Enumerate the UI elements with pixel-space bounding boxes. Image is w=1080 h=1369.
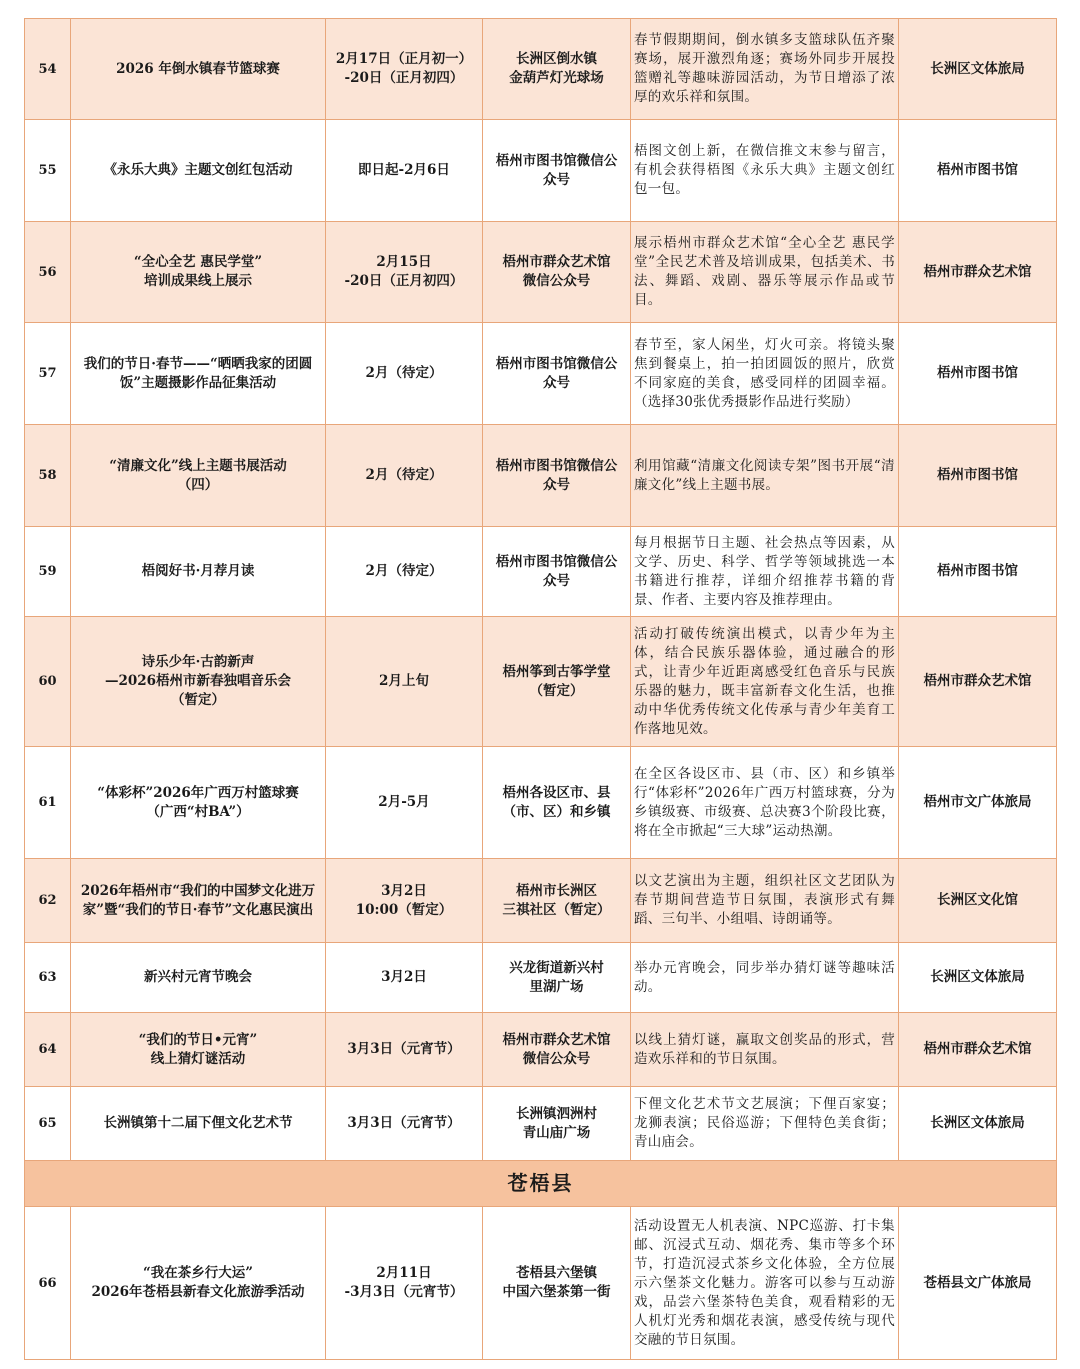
event-organizer-text: 梧州市图书馆	[937, 563, 1018, 579]
event-date-text: 2月-5月	[378, 794, 430, 810]
event-date-text: 3月3日（元宵节）	[347, 1115, 461, 1131]
row-number-text: 62	[38, 893, 57, 908]
event-date-text: 3月2日	[381, 969, 427, 985]
row-number-text: 57	[38, 366, 57, 381]
row-number-text: 59	[38, 564, 57, 579]
event-organizer	[899, 527, 1057, 617]
event-description-text: 下俚文化艺术节文艺展演；下俚百家宴；龙狮表演；民俗巡游；下俚特色美食街；青山庙会。	[634, 1096, 895, 1150]
event-date-text: 2月11日 -3月3日（元宵节）	[344, 1265, 464, 1300]
event-description-text: 活动设置无人机表演、NPC巡游、打卡集邮、沉浸式互动、烟花秀、集市等多个环节，打造沉浸式茶乡文化体验，全方位展示六堡茶文化魅力。游客可以参与互动游戏，品尝六堡茶特色美食，观看精彩的无人机灯光秀和烟花表演，感受传统与现代交融的节日氛围。	[634, 1217, 895, 1348]
row-number-text: 56	[38, 264, 57, 280]
event-description	[631, 425, 899, 527]
event-date	[326, 943, 483, 1013]
event-date	[326, 1207, 483, 1360]
table-row	[25, 120, 1057, 222]
event-organizer	[899, 859, 1057, 943]
table-row	[25, 617, 1057, 747]
event-description-text: 以线上猜灯谜，赢取文创奖品的形式，营造欢乐祥和的节日氛围。	[634, 1031, 895, 1067]
row-number	[25, 1087, 71, 1161]
section-title: 苍梧县	[25, 1161, 1057, 1207]
row-number-text: 58	[38, 468, 57, 483]
table-row	[25, 19, 1057, 120]
event-organizer-text: 梧州市图书馆	[937, 467, 1018, 483]
event-description-text: 春节至，家人闲坐，灯火可亲。将镜头聚焦到餐桌上，拍一拍团圆饭的照片，欣赏不同家庭的美食，感受同样的团圆幸福。（选择30张优秀摄影作品进行奖励）	[634, 336, 895, 410]
event-name	[71, 120, 326, 222]
event-organizer	[899, 1207, 1057, 1360]
event-date	[326, 859, 483, 943]
event-name	[71, 19, 326, 120]
event-venue-text: 梧州市图书馆微信公 众号	[495, 457, 618, 493]
event-date-text: 2月（待定）	[365, 365, 443, 381]
row-number-text: 55	[38, 163, 57, 178]
event-description	[631, 1207, 899, 1360]
event-venue-text: 苍梧县六堡镇 中国六堡茶第一街	[502, 1265, 611, 1300]
event-date	[326, 222, 483, 323]
event-venue	[483, 323, 631, 425]
event-venue	[483, 1207, 631, 1360]
row-number	[25, 859, 71, 943]
event-organizer	[899, 943, 1057, 1013]
event-name	[71, 222, 326, 323]
table-row	[25, 1207, 1057, 1360]
event-venue-text: 梧州市图书馆微信公 众号	[495, 553, 618, 589]
row-number	[25, 527, 71, 617]
table-row	[25, 1087, 1057, 1161]
event-name-text: 梧阅好书·月荐月读	[141, 563, 255, 579]
event-organizer-text: 梧州市文广体旅局	[923, 794, 1032, 810]
event-organizer	[899, 1013, 1057, 1087]
event-organizer-text: 长洲区文化馆	[937, 892, 1018, 908]
event-venue	[483, 859, 631, 943]
row-number-text: 66	[38, 1275, 57, 1291]
event-description-text: 每月根据节日主题、社会热点等因素，从文学、历史、科学、哲学等领域挑选一本书籍进行推荐，详细介绍推荐书籍的背景、作者、主要内容及推荐理由。	[634, 534, 895, 608]
event-venue	[483, 120, 631, 222]
section-header-body	[25, 1161, 1057, 1207]
event-organizer-text: 梧州市图书馆	[937, 162, 1018, 178]
row-number	[25, 323, 71, 425]
event-description	[631, 120, 899, 222]
row-number	[25, 747, 71, 859]
event-name	[71, 943, 326, 1013]
event-name-text: “体彩杯”2026年广西万村篮球赛 （广西“村BA”）	[97, 784, 299, 820]
event-description-text: 在全区各设区市、县（市、区）和乡镇举行“体彩杯”2026年广西万村篮球赛，分为乡镇级赛、市级赛、总决赛3个阶段比赛，将在全市掀起“三大球”运动热潮。	[634, 765, 895, 839]
event-organizer-text: 梧州市群众艺术馆	[923, 263, 1032, 280]
event-description	[631, 19, 899, 120]
event-name	[71, 1013, 326, 1087]
event-name	[71, 323, 326, 425]
event-venue-text: 梧州筝到古筝学堂 （暂定）	[502, 663, 611, 699]
event-name-text: “我们的节日•元宵” 线上猜灯谜活动	[138, 1031, 258, 1067]
event-name-text: 长洲镇第十二届下俚文化艺术节	[103, 1115, 293, 1131]
event-name	[71, 1207, 326, 1360]
event-date	[326, 323, 483, 425]
event-venue	[483, 943, 631, 1013]
event-date-text: 3月2日 10:00（暂定）	[355, 882, 453, 918]
event-name-text: “清廉文化”线上主题书展活动 （四）	[109, 457, 287, 493]
row-number	[25, 943, 71, 1013]
event-venue	[483, 425, 631, 527]
event-description-text: 利用馆藏“清廉文化阅读专架”图书开展“清廉文化”线上主题书展。	[634, 457, 895, 493]
event-name-text: “全心全艺 惠民学堂” 培训成果线上展示	[133, 254, 263, 289]
event-organizer-text: 长洲区文体旅局	[930, 969, 1025, 985]
event-date-text: 即日起-2月6日	[358, 162, 450, 178]
table-row	[25, 222, 1057, 323]
table-row	[25, 943, 1057, 1013]
event-name-text: 新兴村元宵节晚会	[144, 969, 252, 985]
event-name	[71, 527, 326, 617]
event-organizer	[899, 19, 1057, 120]
table-row	[25, 323, 1057, 425]
row-number-text: 54	[38, 61, 57, 77]
event-organizer-text: 长洲区文体旅局	[930, 60, 1025, 77]
event-name-text: 诗乐少年·古韵新声 —2026梧州市新春独唱音乐会 （暂定）	[104, 654, 292, 708]
event-organizer-text: 梧州市群众艺术馆	[923, 1041, 1032, 1057]
event-venue	[483, 19, 631, 120]
row-number	[25, 1207, 71, 1360]
event-description-text: 展示梧州市群众艺术馆“全心全艺 惠民学堂”全民艺术普及培训成果，包括美术、书法、舞蹈、戏剧、器乐等展示作品或节目。	[634, 235, 895, 308]
row-number-text: 65	[38, 1116, 57, 1131]
event-organizer	[899, 617, 1057, 747]
event-venue-text: 兴龙街道新兴村 里湖广场	[509, 959, 604, 995]
event-venue-text: 梧州市群众艺术馆 微信公众号	[502, 254, 611, 289]
event-organizer	[899, 1087, 1057, 1161]
event-organizer	[899, 425, 1057, 527]
event-organizer	[899, 222, 1057, 323]
event-description	[631, 747, 899, 859]
event-name-text: 《永乐大典》主题文创红包活动	[103, 162, 293, 178]
event-date-text: 2月（待定）	[365, 563, 443, 579]
row-number-text: 64	[38, 1042, 57, 1057]
event-name-text: 2026年梧州市“我们的中国梦文化进万家”暨“我们的节日·春节”文化惠民演出	[80, 882, 316, 918]
event-date-text: 2月17日（正月初一） -20日（正月初四）	[335, 51, 473, 86]
event-venue	[483, 1087, 631, 1161]
event-description-text: 举办元宵晚会，同步举办猜灯谜等趣味活动。	[634, 959, 895, 995]
event-venue	[483, 747, 631, 859]
event-venue-text: 梧州各设区市、县 （市、区）和乡镇	[502, 784, 611, 820]
event-name-text: 我们的节日·春节——“晒晒我家的团圆饭”主题摄影作品征集活动	[83, 355, 313, 391]
row-number	[25, 222, 71, 323]
row-number	[25, 120, 71, 222]
event-date	[326, 1013, 483, 1087]
table-row	[25, 859, 1057, 943]
events-table	[24, 18, 1057, 1360]
event-description-text: 梧图文创上新，在微信推文末参与留言，有机会获得梧图《永乐大典》主题文创红包一包。	[634, 143, 895, 197]
event-venue	[483, 1013, 631, 1087]
row-number	[25, 19, 71, 120]
section-row	[25, 1161, 1057, 1207]
event-description	[631, 1013, 899, 1087]
event-venue-text: 梧州市图书馆微信公 众号	[495, 152, 618, 188]
event-organizer-text: 梧州市群众艺术馆	[923, 673, 1032, 689]
event-organizer	[899, 747, 1057, 859]
event-description-text: 以文艺演出为主题，组织社区文艺团队为春节期间营造节日氛围，表演形式有舞蹈、三句半、小组唱、诗朗诵等。	[634, 873, 895, 927]
event-venue-text: 长洲镇泗洲村 青山庙广场	[516, 1105, 597, 1141]
event-organizer	[899, 323, 1057, 425]
event-organizer-text: 长洲区文体旅局	[930, 1115, 1025, 1131]
table-row	[25, 1013, 1057, 1087]
event-description	[631, 222, 899, 323]
event-venue-text: 梧州市图书馆微信公 众号	[495, 355, 618, 391]
event-venue	[483, 617, 631, 747]
row-number	[25, 425, 71, 527]
row-number-text: 60	[38, 674, 57, 689]
event-date-text: 2月（待定）	[365, 467, 443, 483]
event-name	[71, 1087, 326, 1161]
event-date	[326, 617, 483, 747]
event-description	[631, 943, 899, 1013]
event-description	[631, 617, 899, 747]
event-name-text: 2026 年倒水镇春节篮球赛	[116, 60, 280, 77]
table-row	[25, 425, 1057, 527]
event-venue	[483, 222, 631, 323]
event-name	[71, 617, 326, 747]
event-name	[71, 859, 326, 943]
event-organizer-text: 梧州市图书馆	[937, 365, 1018, 381]
event-date	[326, 747, 483, 859]
event-organizer-text: 苍梧县文广体旅局	[923, 1274, 1032, 1291]
event-venue	[483, 527, 631, 617]
row-number	[25, 1013, 71, 1087]
event-date	[326, 527, 483, 617]
event-description	[631, 1087, 899, 1161]
event-date	[326, 425, 483, 527]
event-date-text: 2月上旬	[379, 673, 429, 689]
event-description-text: 活动打破传统演出模式，以青少年为主体，结合民族乐器体验，通过融合的形式，让青少年近距离感受红色音乐与民族乐器的魅力，既丰富新春文化生活，也推动中华优秀传统文化传承与青少年美育工作落地见效。	[634, 625, 895, 737]
event-name	[71, 747, 326, 859]
event-description	[631, 323, 899, 425]
event-venue-text: 梧州市群众艺术馆 微信公众号	[502, 1031, 611, 1067]
row-number-text: 61	[38, 795, 57, 810]
events-body-cangwu	[25, 1207, 1057, 1360]
event-date-text: 3月3日（元宵节）	[347, 1041, 461, 1057]
event-description	[631, 859, 899, 943]
event-venue-text: 梧州市长洲区 三祺社区（暂定）	[502, 882, 611, 918]
table-row	[25, 747, 1057, 859]
event-date	[326, 120, 483, 222]
events-body-changzhou	[25, 19, 1057, 1161]
event-name-text: “我在茶乡行大运” 2026年苍梧县新春文化旅游季活动	[91, 1265, 305, 1300]
event-date	[326, 1087, 483, 1161]
event-venue-text: 长洲区倒水镇 金葫芦灯光球场	[509, 51, 604, 86]
row-number	[25, 617, 71, 747]
event-date-text: 2月15日 -20日（正月初四）	[344, 254, 464, 289]
event-description	[631, 527, 899, 617]
event-date	[326, 19, 483, 120]
table-row	[25, 527, 1057, 617]
row-number-text: 63	[38, 970, 57, 985]
event-name	[71, 425, 326, 527]
event-description-text: 春节假期期间，倒水镇多支篮球队伍齐聚赛场，展开激烈角逐；赛场外同步开展投篮赠礼等趣味游园活动，为节日增添了浓厚的欢乐祥和氛围。	[634, 32, 895, 105]
event-organizer	[899, 120, 1057, 222]
